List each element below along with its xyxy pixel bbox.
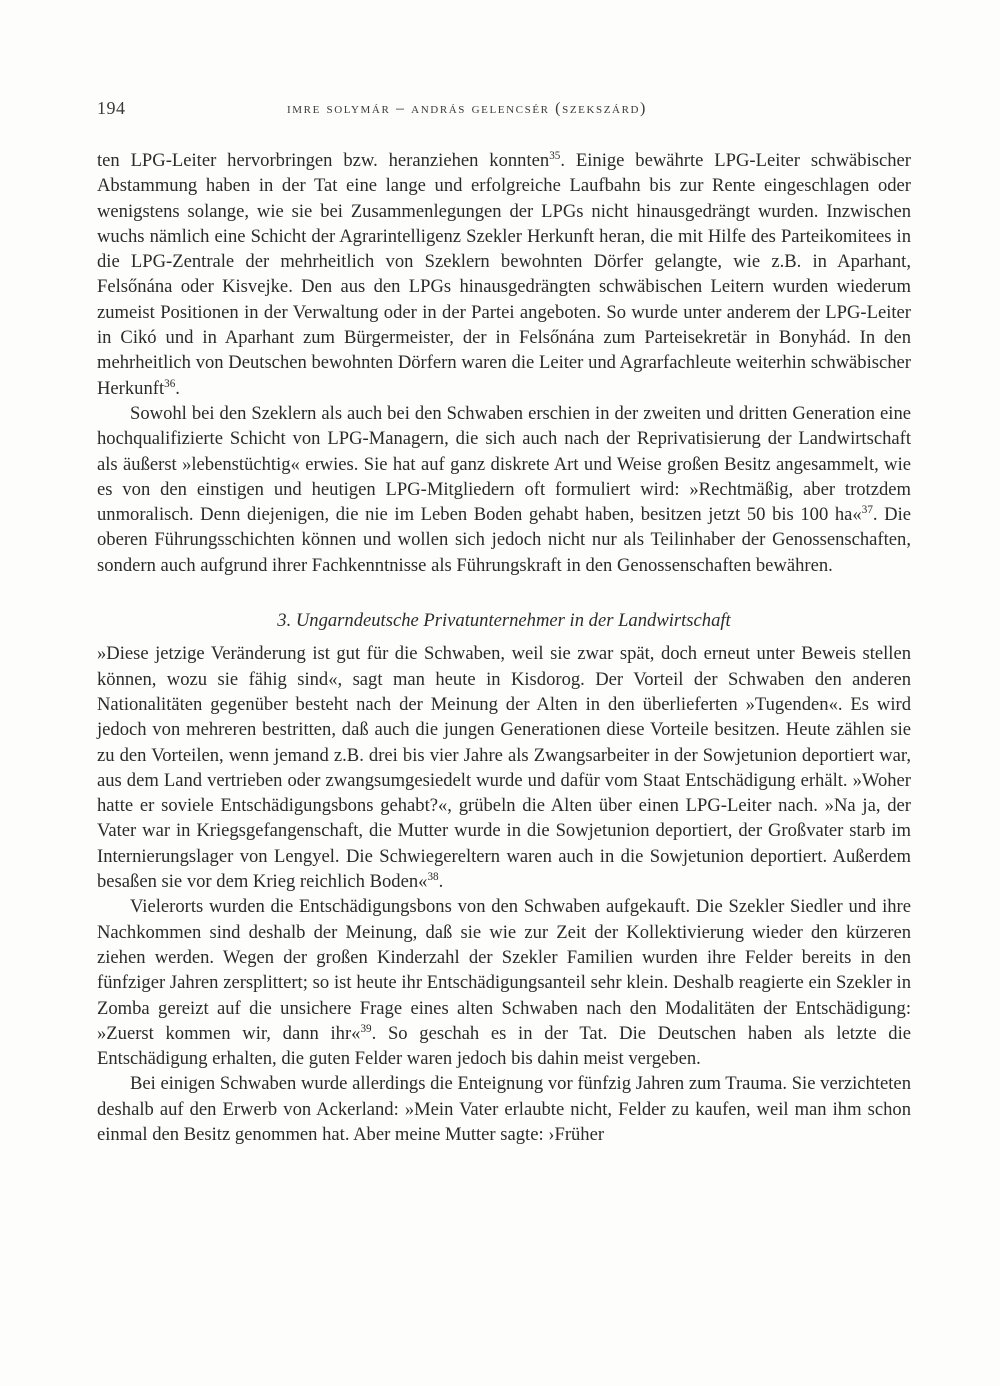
paragraph-5-text: Bei einigen Schwaben wurde allerdings die Enteignung vor fünfzig Jahren zum Trauma. Sie verzichteten deshalb auf den Erwerb von Ackerland: »Mein Vater erlaubte nicht, Felder zu kaufen, weil man ihm schon einmal den Besitz genommen hat. Aber meine Mutter sagte: ›Früher (97, 1073, 911, 1145)
paragraph-2 (97, 401, 911, 578)
paragraph-4-text-cont: . So geschah es in der Tat. Die Deutschen haben als letzte die Entschädigung erhalten, die guten Felder waren jedoch bis dahin meist vergeben. (97, 1022, 911, 1070)
running-title: imre solymár – andrás gelencsér (szekszárd) (287, 100, 647, 117)
paragraph-1-text: ten LPG-Leiter hervorbringen bzw. heranziehen konnten (97, 150, 550, 171)
paragraph-1-text-end: . (175, 377, 180, 399)
paragraph-5 (97, 1071, 911, 1147)
paragraph-4 (97, 894, 911, 1071)
section-heading: 3. Ungarndeutsche Privatunternehmer in der Landwirtschaft (277, 610, 731, 632)
footnote-ref-39: 39 (360, 1022, 372, 1035)
paragraph-3-text: »Diese jetzige Veränderung ist gut für die Schwaben, weil sie zwar spät, doch erneut unter Beweis stellen können, wozu sie fähig sind«, sagt man heute in Kisdorog. Der Vorteil der Schwaben den anderen Nationalitäten gegenüber besteht nach der Meinung der Alten in den überlieferten »Tugenden«. Es wird jedoch von mehreren bestritten, daß auch die jungen Generationen diese Vorteile besitzen. Heute zählen sie zu den Vorteilen, wenn jemand z.B. drei bis vier Jahre als Zwangsarbeiter in der Sowjetunion deportiert war, aus dem Land vertrieben oder zwangsumgesiedelt wurde und dafür vom Staat Entschädigung erhält. »Woher hatte er soviele Entschädigungsbons gehabt?«, grübeln die Alten über einen LPG-Leiter nach. »Na ja, der Vater war in Kriegsgefangenschaft, die Mutter wurde in die Sowjetunion deportiert, der Großvater starb im Internierungslager von Lengyel. Die Schwiegereltern waren auch in die Sowjetunion deportiert. Außerdem besaßen sie vor dem Krieg reichlich Boden« (97, 643, 911, 893)
paragraph-3-text-cont: . (438, 871, 444, 893)
paragraph-4-text: Vielerorts wurden die Entschädigungsbons von den Schwaben aufgekauft. Die Szekler Siedler und ihre Nachkommen sind deshalb der Meinung, daß sie wie zur Zeit der Kollektivierung wieder den kürzeren ziehen werden. Wegen der großen Kinderzahl der Szekler Familien wurden ihre Felder bereits in den fünfziger Jahren zersplittert; so ist heute ihr Entschädigungsanteil sehr klein. Deshalb reagierte ein Szekler in Zomba gereizt auf die unsichere Frage eines alten Schwaben nach den Modalitäten der Entschädigung: »Zuerst kommen wir, dann ihr« (97, 896, 911, 1044)
footnote-ref-38: 38 (427, 870, 439, 883)
paragraph-1 (97, 148, 911, 401)
paragraph-3 (97, 641, 911, 894)
paragraph-1-text-cont: . Einige bewährte LPG-Leiter schwäbischer Abstammung haben in der Tat eine lange und erfolgreiche Laufbahn bis zur Rente eingeschlagen oder wenigstens solange, wie sie bei Zusammenlegungen der LPGs nicht hinausgedrängt wurden. Inzwischen wuchs nämlich eine Schicht der Agrarintelligenz Szekler Herkunft heran, die mit Hilfe des Parteikomitees in die LPG-Zentrale der mehrheitlich von Szeklern bewohnten Dörfer gelangte, wie z.B. in Aparhant, Felsőnána oder Kisvejke. Den aus den LPGs hinausgedrängten schwäbischen Leitern wurden wiederum zumeist Positionen in der Verwaltung oder in der Partei angeboten. So wurde unter anderem der LPG-Leiter in Cikó und in Aparhant zum Bürgermeister, der in Felsőnána zum Parteisekretär in Bonyhád. In den mehrheitlich von Deutschen bewohnten Dörfern waren die Leiter und Agrarfachleute weiterhin schwäbischer Herkunft (97, 150, 912, 399)
paragraph-2-text: Sowohl bei den Szeklern als auch bei den Schwaben erschien in der zweiten und dritten Generation eine hochqualifizierte Schicht von LPG-Managern, die sich auch nach der Reprivatisierung der Landwirtschaft als äußerst »lebenstüchtig« erwies. Sie hat auf ganz diskrete Art und Weise großen Besitz angesammelt, wie es von den einstigen und heutigen LPG-Mitgliedern oft formuliert wird: »Rechtmäßig, aber trotzdem unmoralisch. Denn diejenigen, die nie im Leben Boden gehabt haben, besitzen jetzt 50 bis 100 ha« (97, 402, 911, 526)
running-head (97, 98, 909, 124)
page-number: 194 (97, 98, 126, 118)
paragraph-2-text-cont: . Die oberen Führungsschichten können und wollen sich jedoch nicht nur als Teilinhaber der Genossenschaften, sondern auch aufgrund ihrer Fachkenntnisse als Führungskraft in den Genossenschaften bewähren. (97, 504, 911, 576)
body-text (97, 148, 911, 1147)
footnote-ref-37: 37 (861, 503, 873, 516)
footnote-ref-35: 35 (549, 149, 561, 162)
footnote-ref-36: 36 (164, 377, 176, 390)
